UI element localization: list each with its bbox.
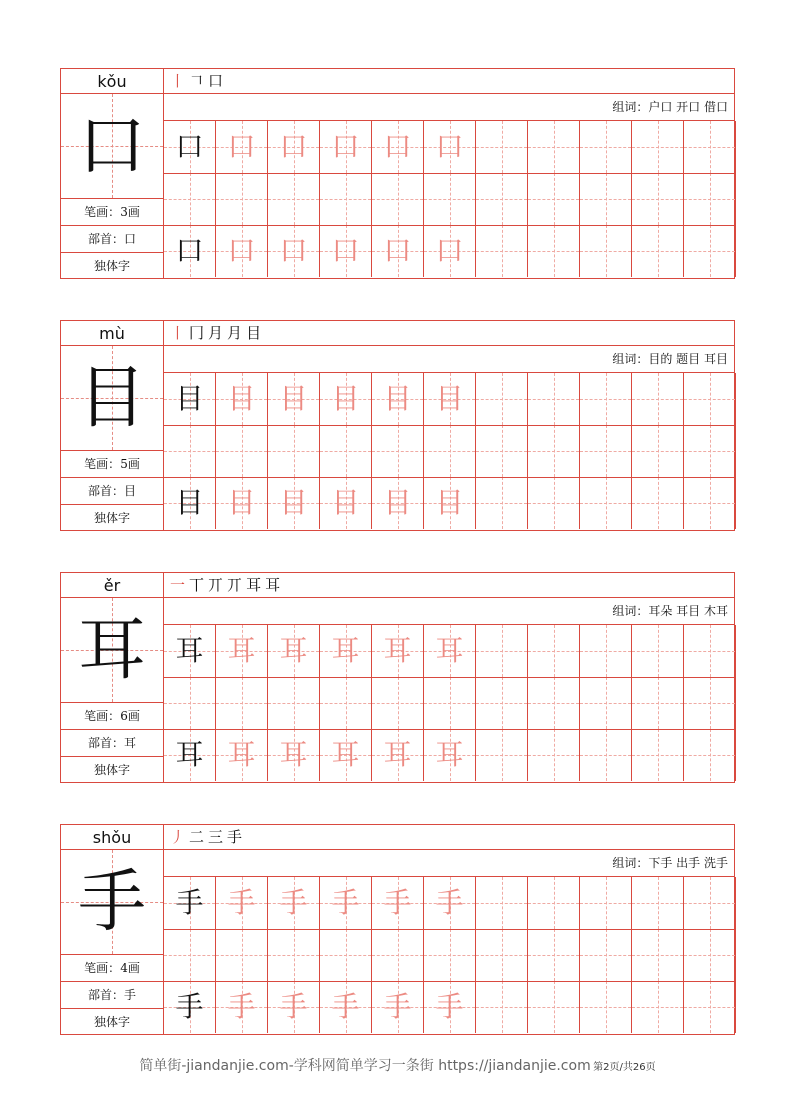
structure: 独体字 [93, 1015, 130, 1029]
practice-cell[interactable] [320, 929, 372, 981]
practice-cell[interactable] [476, 173, 528, 225]
character-info-panel [61, 825, 164, 1034]
stroke-count: 笔画：3画 [61, 199, 163, 226]
practice-cell[interactable] [320, 981, 372, 1033]
practice-row [164, 877, 734, 929]
practice-cell[interactable] [424, 929, 476, 981]
stroke-step: 冂 [189, 324, 205, 342]
practice-cell[interactable] [580, 625, 632, 677]
practice-cell[interactable] [372, 981, 424, 1033]
practice-cell[interactable] [580, 425, 632, 477]
character-block [60, 320, 735, 531]
practice-cell[interactable] [216, 625, 268, 677]
practice-cell[interactable] [372, 373, 424, 425]
practice-cell[interactable] [164, 625, 216, 677]
practice-row-empty [164, 929, 734, 981]
trace-character: 目 [383, 486, 412, 519]
trace-character: 耳 [227, 738, 256, 771]
practice-row [164, 225, 734, 277]
stroke-step: 二 [189, 828, 205, 846]
practice-cell[interactable] [684, 929, 736, 981]
pinyin: kǒu [61, 69, 163, 94]
practice-cell[interactable] [216, 477, 268, 529]
practice-cell[interactable] [372, 225, 424, 277]
practice-row [164, 121, 734, 173]
practice-cell[interactable] [684, 677, 736, 729]
practice-cell[interactable] [476, 425, 528, 477]
model-character: 目 [175, 382, 204, 415]
practice-cell[interactable] [424, 477, 476, 529]
stroke-order [164, 825, 734, 850]
practice-cell[interactable] [320, 225, 372, 277]
word-examples: 组词：户口 开口 借口 [164, 94, 734, 121]
practice-cell[interactable] [580, 877, 632, 929]
character-block [60, 572, 735, 783]
practice-cell[interactable] [216, 173, 268, 225]
main-character-box [61, 346, 163, 451]
practice-cell[interactable] [164, 981, 216, 1033]
practice-cell[interactable] [320, 425, 372, 477]
practice-cell[interactable] [268, 225, 320, 277]
character-info-panel [61, 321, 164, 530]
trace-character: 目 [227, 382, 256, 415]
main-character: 耳 [77, 611, 146, 690]
practice-cell[interactable] [684, 173, 736, 225]
stroke-count: 笔画：5画 [61, 451, 163, 478]
trace-character: 目 [435, 486, 464, 519]
practice-cell[interactable] [372, 121, 424, 173]
pinyin: shǒu [61, 825, 163, 850]
practice-cell[interactable] [372, 729, 424, 781]
practice-row [164, 729, 734, 781]
stroke-order [164, 321, 734, 346]
practice-cell[interactable] [268, 373, 320, 425]
footer [0, 1055, 793, 1075]
practice-cell[interactable] [164, 225, 216, 277]
trace-character: 手 [279, 990, 308, 1023]
structure: 独体字 [93, 763, 130, 777]
trace-character: 耳 [227, 634, 256, 667]
practice-cell[interactable] [216, 729, 268, 781]
practice-cell[interactable] [372, 929, 424, 981]
practice-cell[interactable] [320, 877, 372, 929]
practice-row [164, 373, 734, 425]
stroke-step: 丌 [208, 576, 224, 594]
practice-cell[interactable] [476, 981, 528, 1033]
practice-cell[interactable] [580, 729, 632, 781]
practice-cell[interactable] [684, 625, 736, 677]
practice-cell[interactable] [528, 373, 580, 425]
practice-row-empty [164, 173, 734, 225]
character-block [60, 824, 735, 1035]
main-character: 目 [77, 359, 146, 438]
practice-cell[interactable] [164, 173, 216, 225]
practice-cell[interactable] [372, 477, 424, 529]
practice-cell[interactable] [632, 729, 684, 781]
pinyin: mù [61, 321, 163, 346]
trace-character: 口 [331, 234, 360, 267]
practice-cell[interactable] [268, 677, 320, 729]
trace-character: 口 [331, 130, 360, 163]
practice-cell[interactable] [372, 677, 424, 729]
stroke-step: 月 [208, 324, 224, 342]
stroke-step: 目 [246, 324, 262, 342]
trace-character: 口 [227, 130, 256, 163]
model-character: 目 [175, 486, 204, 519]
trace-character: 耳 [279, 738, 308, 771]
practice-cell[interactable] [268, 425, 320, 477]
character-info-panel [61, 573, 164, 782]
practice-cell[interactable] [424, 625, 476, 677]
practice-cell[interactable] [164, 477, 216, 529]
practice-cell[interactable] [684, 373, 736, 425]
practice-cell[interactable] [632, 425, 684, 477]
practice-cell[interactable] [528, 121, 580, 173]
practice-cell[interactable] [216, 373, 268, 425]
practice-cell[interactable] [164, 929, 216, 981]
stroke-count: 笔画：4画 [61, 955, 163, 982]
practice-cell[interactable] [268, 121, 320, 173]
trace-character: 耳 [435, 738, 464, 771]
practice-row [164, 477, 734, 529]
structure: 独体字 [93, 259, 130, 273]
practice-cell[interactable] [216, 677, 268, 729]
practice-cell[interactable] [216, 981, 268, 1033]
stroke-step: 三 [208, 828, 224, 846]
trace-character: 目 [227, 486, 256, 519]
trace-character: 手 [331, 990, 360, 1023]
practice-cell[interactable] [372, 877, 424, 929]
stroke-step: 丨 [170, 72, 186, 90]
trace-character: 目 [383, 382, 412, 415]
practice-cell[interactable] [268, 625, 320, 677]
main-character-box [61, 94, 163, 199]
stroke-order [164, 69, 734, 94]
practice-row-empty [164, 677, 734, 729]
practice-cell[interactable] [632, 173, 684, 225]
trace-character: 手 [227, 886, 256, 919]
main-character: 口 [77, 107, 146, 186]
trace-character: 口 [383, 234, 412, 267]
practice-cell[interactable] [632, 625, 684, 677]
practice-cell[interactable] [580, 929, 632, 981]
stroke-order [164, 573, 734, 598]
practice-cell[interactable] [476, 877, 528, 929]
practice-cell[interactable] [684, 425, 736, 477]
trace-character: 手 [227, 990, 256, 1023]
practice-cell[interactable] [684, 981, 736, 1033]
practice-cell[interactable] [476, 373, 528, 425]
practice-area [164, 573, 734, 782]
trace-character: 手 [435, 886, 464, 919]
practice-cell[interactable] [528, 173, 580, 225]
stroke-step: 一 [170, 576, 186, 594]
radical: 部首：手 [61, 982, 163, 1009]
practice-cell[interactable] [580, 121, 632, 173]
footer-text: 简单街-jiandanjie.com-学科网简单学习一条街 https://jiandanjie.com [139, 1058, 591, 1074]
practice-cell[interactable] [320, 121, 372, 173]
practice-cell[interactable] [424, 981, 476, 1033]
practice-cell[interactable] [216, 121, 268, 173]
practice-cell[interactable] [632, 981, 684, 1033]
stroke-step: 手 [227, 828, 243, 846]
practice-cell[interactable] [528, 729, 580, 781]
trace-character: 口 [383, 130, 412, 163]
practice-cell[interactable] [476, 677, 528, 729]
practice-cell[interactable] [216, 225, 268, 277]
model-character: 手 [175, 886, 204, 919]
practice-cell[interactable] [268, 729, 320, 781]
stroke-step: 丨 [170, 324, 186, 342]
practice-row-empty [164, 425, 734, 477]
practice-cell[interactable] [476, 477, 528, 529]
practice-cell[interactable] [268, 477, 320, 529]
trace-character: 口 [435, 234, 464, 267]
practice-cell[interactable] [164, 373, 216, 425]
practice-cell[interactable] [528, 425, 580, 477]
trace-character: 耳 [435, 634, 464, 667]
practice-cell[interactable] [164, 677, 216, 729]
practice-cell[interactable] [632, 225, 684, 277]
model-character: 手 [175, 990, 204, 1023]
practice-cell[interactable] [580, 981, 632, 1033]
practice-cell[interactable] [580, 677, 632, 729]
practice-cell[interactable] [580, 225, 632, 277]
practice-cell[interactable] [476, 121, 528, 173]
practice-cell[interactable] [476, 929, 528, 981]
practice-cell[interactable] [268, 929, 320, 981]
practice-cell[interactable] [216, 929, 268, 981]
practice-cell[interactable] [528, 981, 580, 1033]
practice-cell[interactable] [580, 477, 632, 529]
trace-character: 口 [279, 130, 308, 163]
model-character: 耳 [175, 738, 204, 771]
model-character: 口 [175, 130, 204, 163]
practice-cell[interactable] [632, 677, 684, 729]
practice-cell[interactable] [528, 625, 580, 677]
stroke-step: 耳 [265, 576, 281, 594]
practice-row [164, 981, 734, 1033]
practice-cell[interactable] [424, 877, 476, 929]
practice-cell[interactable] [528, 677, 580, 729]
practice-cell[interactable] [268, 981, 320, 1033]
practice-cell[interactable] [320, 729, 372, 781]
word-examples: 组词：耳朵 耳目 木耳 [164, 598, 734, 625]
practice-cell[interactable] [632, 121, 684, 173]
trace-character: 目 [331, 382, 360, 415]
character-block [60, 68, 735, 279]
practice-cell[interactable] [320, 677, 372, 729]
main-character: 手 [77, 863, 146, 942]
stroke-step: 耳 [246, 576, 262, 594]
practice-cell[interactable] [424, 121, 476, 173]
trace-character: 手 [331, 886, 360, 919]
stroke-step: 月 [227, 324, 243, 342]
radical: 部首：目 [61, 478, 163, 505]
practice-cell[interactable] [424, 425, 476, 477]
stroke-count: 笔画：6画 [61, 703, 163, 730]
practice-cell[interactable] [268, 877, 320, 929]
model-character: 耳 [175, 634, 204, 667]
practice-cell[interactable] [320, 477, 372, 529]
practice-cell[interactable] [528, 225, 580, 277]
practice-cell[interactable] [164, 121, 216, 173]
stroke-step: 丌 [227, 576, 243, 594]
practice-cell[interactable] [580, 173, 632, 225]
practice-cell[interactable] [164, 877, 216, 929]
pinyin: ěr [61, 573, 163, 598]
practice-cell[interactable] [424, 373, 476, 425]
trace-character: 目 [331, 486, 360, 519]
trace-character: 口 [227, 234, 256, 267]
trace-character: 耳 [279, 634, 308, 667]
practice-cell[interactable] [632, 373, 684, 425]
practice-area [164, 69, 734, 278]
trace-character: 目 [435, 382, 464, 415]
trace-character: 手 [383, 886, 412, 919]
practice-cell[interactable] [164, 425, 216, 477]
practice-cell[interactable] [476, 625, 528, 677]
trace-character: 耳 [331, 634, 360, 667]
practice-cell[interactable] [684, 877, 736, 929]
practice-cell[interactable] [476, 225, 528, 277]
practice-area [164, 825, 734, 1034]
practice-cell[interactable] [424, 225, 476, 277]
trace-character: 手 [279, 886, 308, 919]
stroke-step: 丅 [189, 576, 205, 594]
practice-cell[interactable] [528, 877, 580, 929]
character-info-panel [61, 69, 164, 278]
practice-cell[interactable] [372, 173, 424, 225]
trace-character: 手 [435, 990, 464, 1023]
practice-cell[interactable] [684, 477, 736, 529]
practice-cell[interactable] [164, 729, 216, 781]
stroke-step: 𠃍 [189, 72, 205, 90]
practice-cell[interactable] [632, 929, 684, 981]
trace-character: 手 [383, 990, 412, 1023]
practice-cell[interactable] [216, 877, 268, 929]
trace-character: 耳 [331, 738, 360, 771]
practice-cell[interactable] [684, 121, 736, 173]
radical: 部首：口 [61, 226, 163, 253]
practice-cell[interactable] [632, 877, 684, 929]
practice-cell[interactable] [216, 425, 268, 477]
stroke-step: 丿 [170, 828, 186, 846]
radical: 部首：耳 [61, 730, 163, 757]
main-character-box [61, 598, 163, 703]
practice-cell[interactable] [684, 729, 736, 781]
trace-character: 口 [435, 130, 464, 163]
trace-character: 目 [279, 382, 308, 415]
practice-cell[interactable] [528, 929, 580, 981]
practice-row [164, 625, 734, 677]
practice-cell[interactable] [528, 477, 580, 529]
practice-cell[interactable] [424, 173, 476, 225]
practice-cell[interactable] [372, 625, 424, 677]
practice-cell[interactable] [424, 677, 476, 729]
model-character: 口 [175, 234, 204, 267]
practice-cell[interactable] [268, 173, 320, 225]
practice-cell[interactable] [320, 373, 372, 425]
trace-character: 耳 [383, 738, 412, 771]
practice-cell[interactable] [632, 477, 684, 529]
practice-cell[interactable] [476, 729, 528, 781]
stroke-step: 口 [208, 72, 224, 90]
practice-cell[interactable] [684, 225, 736, 277]
main-character-box [61, 850, 163, 955]
practice-cell[interactable] [424, 729, 476, 781]
page-number: 第2页/共26页 [593, 1062, 656, 1073]
practice-cell[interactable] [320, 625, 372, 677]
practice-cell[interactable] [372, 425, 424, 477]
practice-cell[interactable] [320, 173, 372, 225]
trace-character: 目 [279, 486, 308, 519]
practice-cell[interactable] [580, 373, 632, 425]
trace-character: 耳 [383, 634, 412, 667]
word-examples: 组词：下手 出手 洗手 [164, 850, 734, 877]
word-examples: 组词：目的 题目 耳目 [164, 346, 734, 373]
structure: 独体字 [93, 511, 130, 525]
practice-area [164, 321, 734, 530]
trace-character: 口 [279, 234, 308, 267]
